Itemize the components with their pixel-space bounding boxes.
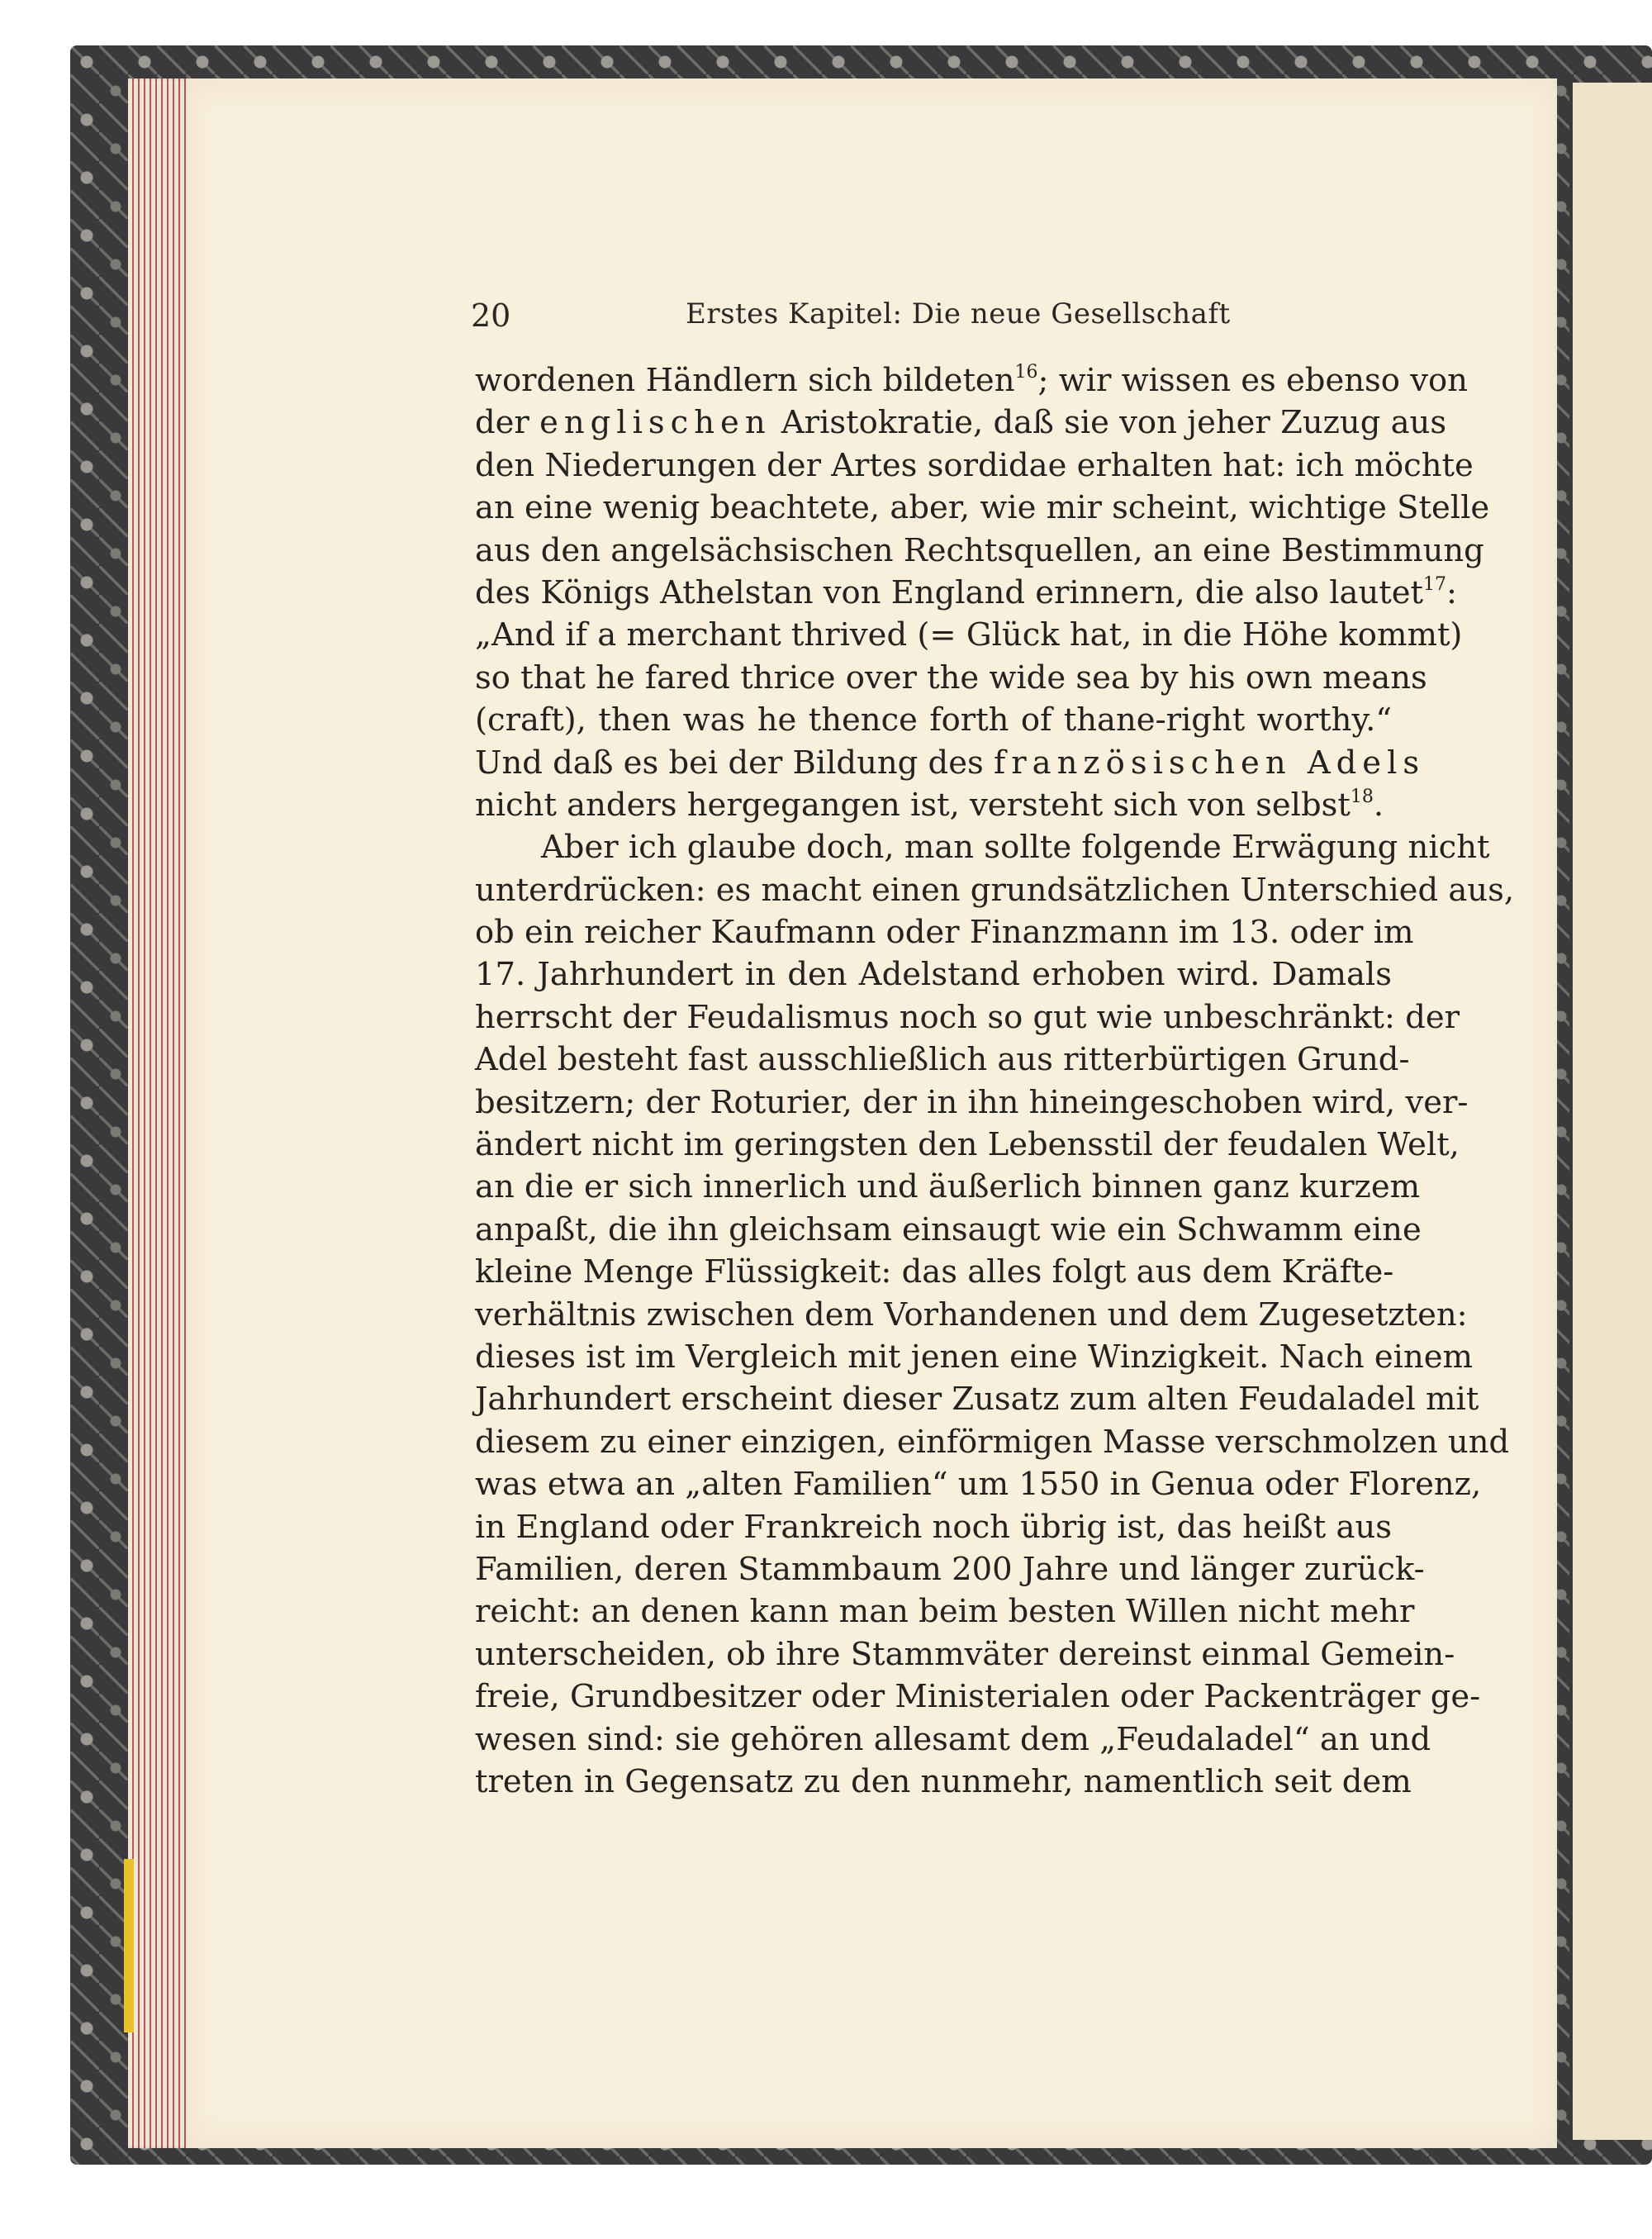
text-line: besitzern; der Roturier, der in ihn hineingeschoben wird, ver- — [475, 1083, 1469, 1121]
text-line: aus den angelsächsischen Rechtsquellen, an eine Bestimmung — [475, 531, 1484, 569]
text-line: so that he fared thrice over the wide sea by his own means — [475, 658, 1427, 696]
text-line: (craft), then was he thence forth of thane-right worthy.“ — [475, 701, 1392, 739]
text-line: dieses ist im Vergleich mit jenen eine Winzigkeit. Nach einem — [475, 1338, 1474, 1376]
text-line: herrscht der Feudalismus noch so gut wie unbeschränkt: der — [475, 998, 1460, 1036]
facing-page-edge — [1569, 83, 1652, 2140]
text-line: „And if a merchant thrived (= Glück hat, in die Höhe kommt) — [475, 616, 1463, 654]
text-line: 17. Jahrhundert in den Adelstand erhoben wird. Damals — [475, 956, 1392, 994]
text-line: ob ein reicher Kaufmann oder Finanzmann im 13. oder im — [475, 914, 1414, 952]
text-line: der englischen Aristokratie, daß sie von jeher Zuzug aus — [475, 404, 1447, 442]
text-line: kleine Menge Flüssigkeit: das alles folgt aus dem Kräfte- — [475, 1253, 1394, 1291]
page-header — [471, 297, 1404, 339]
text-line: Aber ich glaube doch, man sollte folgende Erwägung nicht — [541, 829, 1490, 867]
text-line: unterdrücken: es macht einen grundsätzlichen Unterschied aus, — [475, 871, 1515, 909]
text-line: freie, Grundbesitzer oder Ministerialen oder Packenträger ge- — [475, 1678, 1481, 1716]
text-line: treten in Gegensatz zu den nunmehr, namentlich seit dem — [475, 1762, 1412, 1800]
text-line: Und daß es bei der Bildung des französischen Adels — [475, 744, 1426, 782]
text-line: anpaßt, die ihn gleichsam einsaugt wie ein Schwamm eine — [475, 1210, 1422, 1248]
text-line: nicht anders hergegangen ist, versteht sich von selbst$^{18}$. — [475, 786, 1384, 824]
text-line: den Niederungen der Artes sordidae erhalten hat: ich möchte — [475, 446, 1474, 484]
text-line: wesen sind: sie gehören allesamt dem „Feudaladel“ an und — [475, 1720, 1431, 1758]
text-line: des Königs Athelstan von England erinnern, die also lautet$^{17}$: — [475, 573, 1457, 611]
text-line: an die er sich innerlich und äußerlich binnen ganz kurzem — [475, 1168, 1421, 1206]
text-line: in England oder Frankreich noch übrig ist, das heißt aus — [475, 1508, 1392, 1546]
text-line: was etwa an „alten Familien“ um 1550 in Genua oder Florenz, — [475, 1466, 1482, 1504]
page-number: 20 — [471, 297, 511, 334]
body-text — [475, 359, 1515, 1803]
text-line: Familien, deren Stammbaum 200 Jahre und länger zurück- — [475, 1550, 1425, 1588]
text-line: Jahrhundert erscheint dieser Zusatz zum alten Feudaladel mit — [475, 1381, 1479, 1419]
text-line: verhältnis zwischen dem Vorhandenen und dem Zugesetzten: — [475, 1295, 1468, 1333]
running-title: Erstes Kapitel: Die neue Gesellschaft — [686, 297, 1231, 330]
text-line: ändert nicht im geringsten den Lebensstil der feudalen Welt, — [475, 1126, 1460, 1164]
text-line: wordenen Händlern sich bildeten$^{16}$; wir wissen es ebenso von — [475, 362, 1468, 399]
text-line: reicht: an denen kann man beim besten Willen nicht mehr — [475, 1593, 1415, 1631]
text-line: Adel besteht fast ausschließlich aus ritterbürtigen Grund- — [475, 1041, 1410, 1079]
bookmark-ribbon — [124, 1859, 134, 2032]
text-line: unterscheiden, ob ihre Stammväter dereinst einmal Gemein- — [475, 1635, 1455, 1673]
text-line: an eine wenig beachtete, aber, wie mir scheint, wichtige Stelle — [475, 489, 1490, 527]
page-edges — [128, 78, 190, 2148]
text-line: diesem zu einer einzigen, einförmigen Masse verschmolzen und — [475, 1423, 1510, 1461]
